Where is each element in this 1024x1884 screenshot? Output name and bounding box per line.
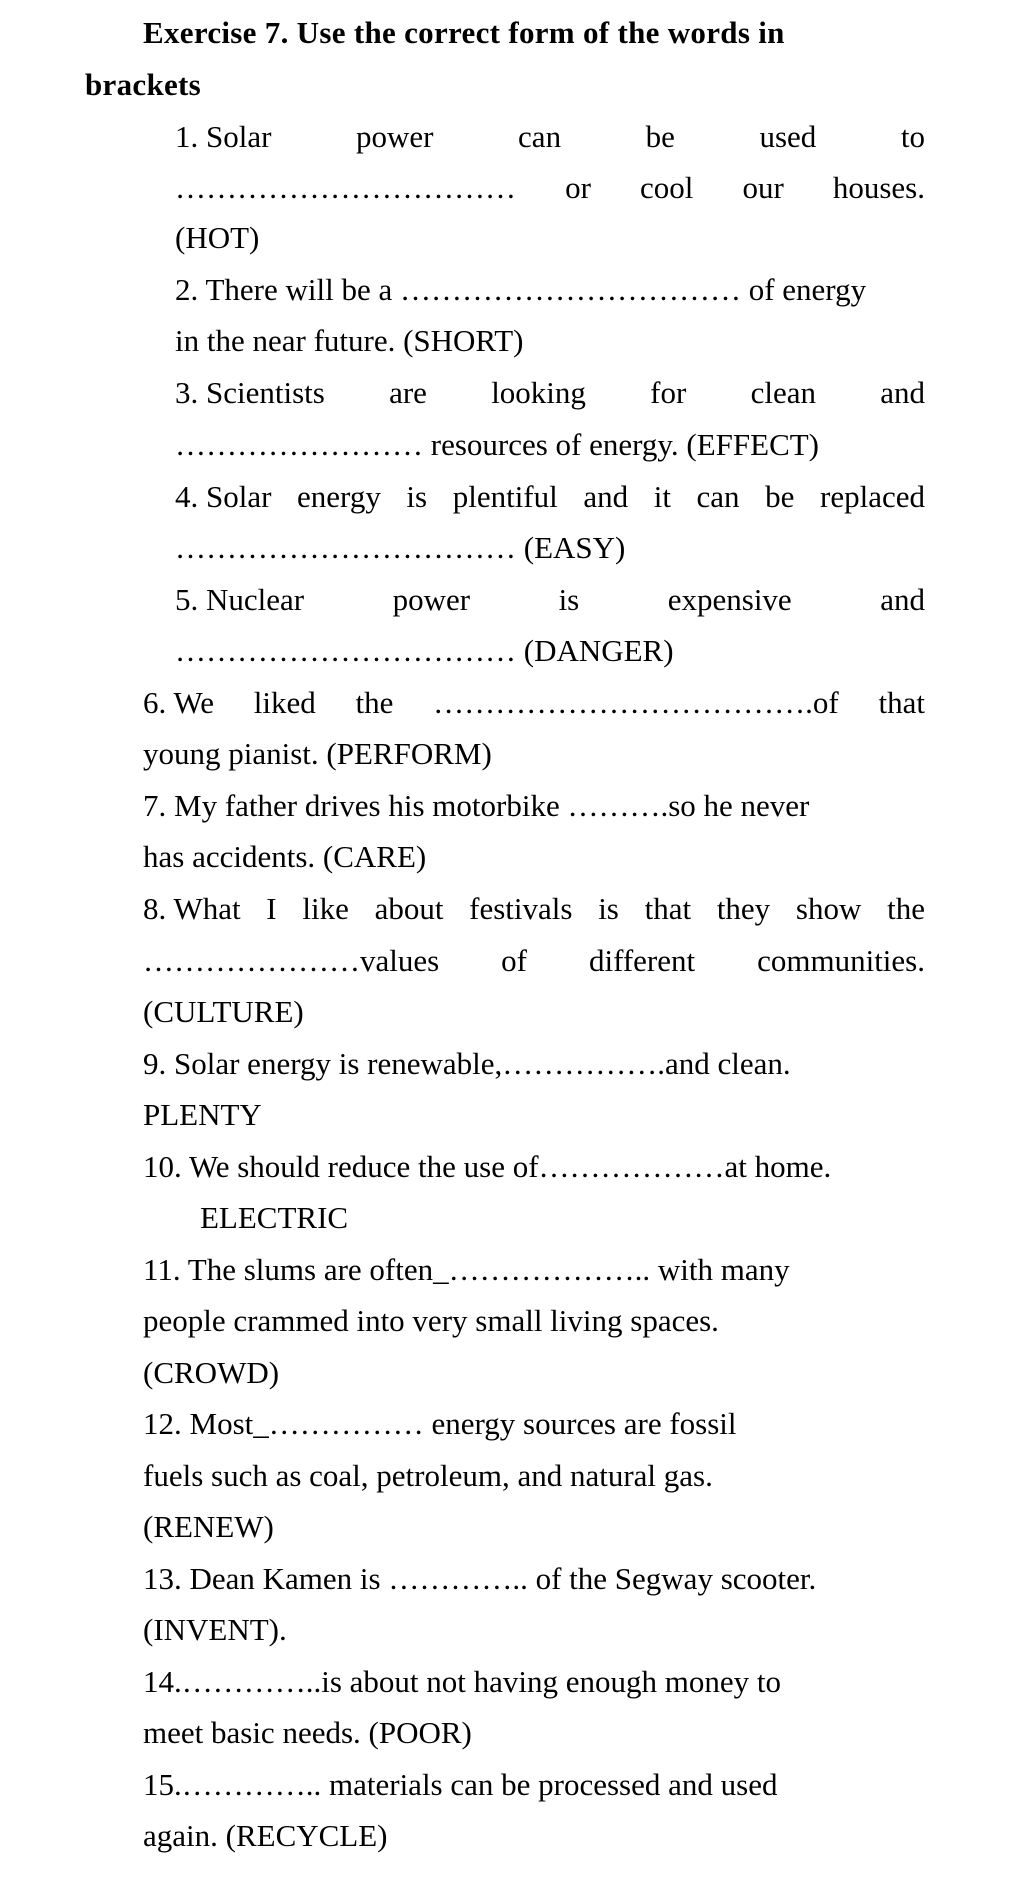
word: looking — [491, 375, 586, 410]
exercise-title-continued: brackets — [85, 67, 202, 102]
word: energy — [297, 479, 381, 514]
word: plentiful — [452, 479, 558, 514]
word: can — [696, 479, 740, 514]
exercise-item-12-line-2: fuels such as coal, petroleum, and natural gas. — [143, 1458, 713, 1493]
word: used — [759, 119, 817, 154]
word: power — [356, 119, 434, 154]
word: and — [880, 375, 925, 410]
exercise-item-12-line-3: (RENEW) — [143, 1509, 274, 1544]
word: to — [900, 119, 925, 154]
word: like — [302, 891, 349, 926]
exercise-item-11-line-3: (CROWD) — [143, 1355, 280, 1390]
word: the — [887, 891, 925, 926]
exercise-item-14-line-1: 14.…………..is about not having enough money to — [143, 1664, 782, 1699]
exercise-item-1-line-1 — [175, 117, 925, 157]
word: of — [501, 943, 527, 978]
word: 6. We — [143, 685, 214, 720]
word: I — [266, 891, 277, 926]
exercise-item-9-line-1: 9. Solar energy is renewable,…………….and clean. — [143, 1046, 791, 1081]
word: liked — [253, 685, 316, 720]
word: 4. Solar — [175, 479, 272, 514]
word: 3. Scientists — [175, 375, 325, 410]
word: …………………………… — [175, 170, 516, 205]
word: and — [880, 582, 925, 617]
exercise-item-7-line-2: has accidents. (CARE) — [143, 839, 427, 874]
word: be — [765, 479, 795, 514]
exercise-item-3-line-2: …………………… resources of energy. (EFFECT) — [175, 427, 820, 462]
exercise-item-4-line-1 — [175, 477, 925, 517]
word: is — [406, 479, 428, 514]
word: or — [565, 170, 591, 205]
word: different — [588, 943, 696, 978]
word: …………………values — [143, 943, 440, 978]
word: that — [644, 891, 692, 926]
word: is — [598, 891, 619, 926]
word: 5. Nuclear — [175, 582, 305, 617]
exercise-item-2-line-1: 2. There will be a …………………………… of energy — [175, 272, 867, 307]
word: are — [389, 375, 427, 410]
exercise-item-5-line-1 — [175, 580, 925, 620]
exercise-item-8-line-1 — [143, 889, 925, 929]
exercise-item-10-line-2: ELECTRIC — [200, 1200, 349, 1235]
exercise-item-11-line-2: people crammed into very small living spaces. — [143, 1303, 719, 1338]
word: replaced — [820, 479, 925, 514]
exercise-item-11-line-1: 11. The slums are often_……………….. with many — [143, 1252, 790, 1287]
word: cool — [639, 170, 694, 205]
exercise-item-13-line-2: (INVENT). — [143, 1612, 287, 1647]
exercise-item-5-line-2: …………………………… (DANGER) — [175, 633, 674, 668]
word: expensive — [667, 582, 792, 617]
word: and — [583, 479, 629, 514]
exercise-item-10-line-1: 10. We should reduce the use of………………at home. — [143, 1149, 832, 1184]
word: can — [518, 119, 562, 154]
exercise-item-1-line-2 — [175, 168, 925, 208]
exercise-title: Exercise 7. Use the correct form of the words in — [143, 15, 785, 50]
exercise-item-9-line-2: PLENTY — [143, 1097, 262, 1132]
exercise-item-14-line-2: meet basic needs. (POOR) — [143, 1715, 472, 1750]
word: show — [795, 891, 862, 926]
word: power — [392, 582, 471, 617]
word: our — [742, 170, 784, 205]
word: 8. What — [143, 891, 241, 926]
word: that — [878, 685, 925, 720]
exercise-item-7-line-1: 7. My father drives his motorbike ……….so he never — [143, 788, 810, 823]
exercise-item-3-line-1 — [175, 373, 925, 413]
word: for — [650, 375, 687, 410]
word: ……………………………….of — [433, 685, 839, 720]
exercise-item-1-line-3: (HOT) — [175, 220, 260, 255]
exercise-item-2-line-2: in the near future. (SHORT) — [175, 323, 524, 358]
word: 1. Solar — [175, 119, 272, 154]
exercise-item-15-line-2: again. (RECYCLE) — [143, 1818, 388, 1853]
word: they — [716, 891, 771, 926]
exercise-item-6-line-2: young pianist. (PERFORM) — [143, 736, 492, 771]
word: be — [645, 119, 675, 154]
exercise-item-15-line-1: 15.………….. materials can be processed and used — [143, 1767, 778, 1802]
word: festivals — [469, 891, 573, 926]
exercise-item-4-line-2: …………………………… (EASY) — [175, 530, 626, 565]
exercise-item-8-line-3: (CULTURE) — [143, 994, 304, 1029]
exercise-item-12-line-1: 12. Most_…………… energy sources are fossil — [143, 1406, 737, 1441]
exercise-item-6-line-1 — [143, 683, 925, 723]
word: is — [558, 582, 580, 617]
word: the — [355, 685, 394, 720]
word: it — [653, 479, 671, 514]
word: communities. — [757, 943, 925, 978]
exercise-item-13-line-1: 13. Dean Kamen is ………….. of the Segway scooter. — [143, 1561, 817, 1596]
exercise-item-8-line-2 — [143, 941, 925, 981]
word: clean — [750, 375, 816, 410]
word: about — [374, 891, 444, 926]
word: houses. — [832, 170, 925, 205]
